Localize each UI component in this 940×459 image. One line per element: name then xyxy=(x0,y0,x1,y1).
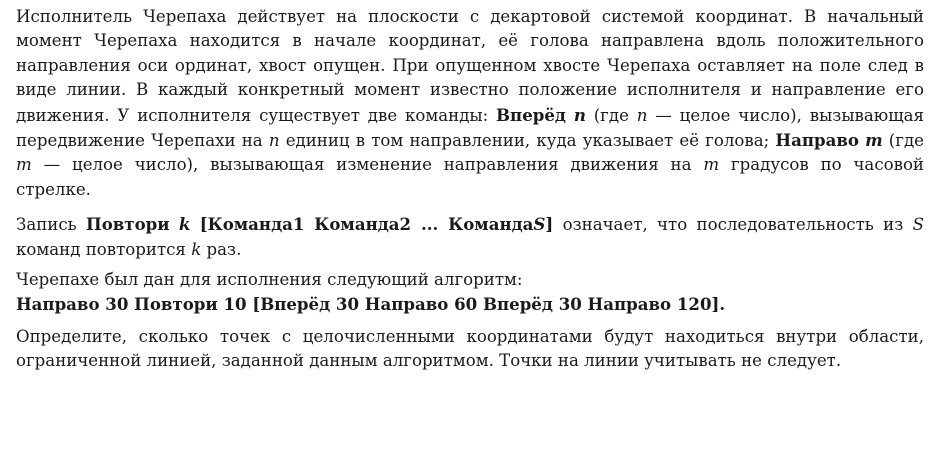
text: — целое число), вызывающая изменение направления движения на xyxy=(31,155,704,175)
var-m: m xyxy=(865,130,883,151)
algorithm-code: Направо 30 Повтори 10 [Вперёд 30 Направо 60 Вперёд 30 Направо 120]. xyxy=(16,294,726,315)
text: (где xyxy=(585,105,637,125)
text: единиц в том направлении, куда указывает её голова; xyxy=(279,131,776,151)
algorithm-paragraph xyxy=(16,268,924,317)
var-S: S xyxy=(912,215,924,235)
var-k: k xyxy=(178,214,191,235)
var-m: m xyxy=(703,155,720,175)
problem-text xyxy=(16,5,924,374)
command-repeat: Повтори xyxy=(86,214,170,235)
text: Запись xyxy=(16,215,87,235)
text: раз. xyxy=(201,239,242,259)
text: (где xyxy=(882,131,925,151)
var-n: n xyxy=(636,105,648,125)
text: — целое число), вызывающая передвижение Черепахи на xyxy=(16,105,925,151)
algorithm-intro: Черепахе был дан для исполнения следующий алгоритм: xyxy=(16,270,523,290)
var-k: k xyxy=(191,239,202,259)
repeat-description-paragraph xyxy=(16,212,924,262)
turtle-description-paragraph xyxy=(16,5,924,202)
command-list: [Команда1 Команда2 ... КомандаS] xyxy=(199,214,554,235)
var-m: m xyxy=(16,155,32,175)
text: означает, что последовательность из xyxy=(553,215,913,235)
text: команд повторится xyxy=(16,239,192,259)
var-n: n xyxy=(573,104,586,125)
text: градусов по часовой стрелке. xyxy=(16,155,924,199)
var-n: n xyxy=(268,131,280,151)
question-paragraph: Определите, сколько точек с целочисленными координатами будут находиться внутри области, ограниченной линией, заданной данным алгоритмом. Точки на линии учитывать не следует. xyxy=(16,326,924,371)
command-right: Направо xyxy=(775,130,859,151)
command-forward: Вперёд xyxy=(496,104,566,125)
text: Исполнитель Черепаха действует на плоскости с декартовой системой координат. В начальный момент Черепаха находится в начале координат, её голова направлена вдоль положительного направления оси ординат, хвост опущен. При опущенном хвосте Черепаха оставляет на поле след в виде линии. В каждый конкретный момент известно положение исполнителя и направление его движения. У исполнителя существует две команды: xyxy=(16,7,924,125)
